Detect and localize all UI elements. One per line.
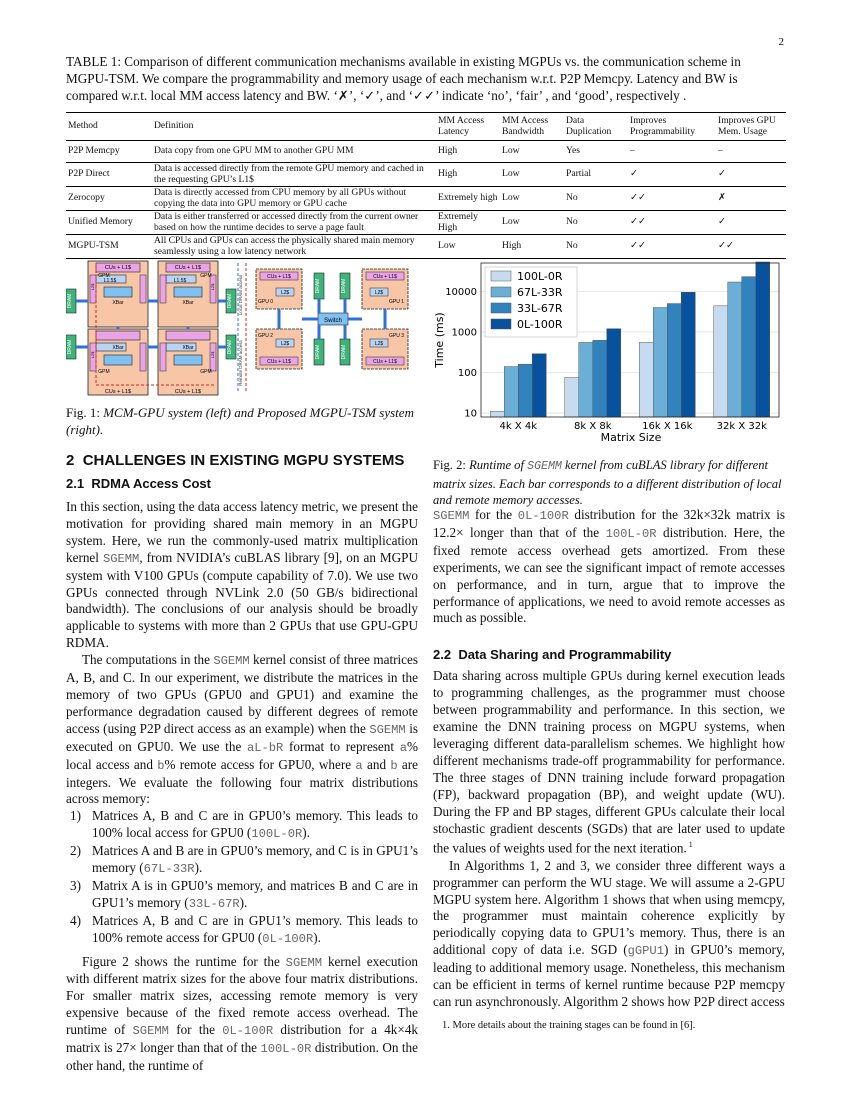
table-cell: No [566, 192, 578, 204]
table-cell: Data copy from one GPU MM to another GPU MM [154, 145, 354, 157]
text: In this section, using the data access latency metric, we present the motivation for providing shared main memory in an MGPU system. Here, we run the commonly-used matrix multiplication kernel [66, 499, 418, 565]
code: 100L-0R [605, 526, 657, 541]
page-number: 2 [778, 36, 784, 48]
dram-label: DRAM [341, 278, 347, 294]
table-header-row [66, 113, 786, 141]
table-cell: Low [502, 216, 520, 228]
subsection-heading [66, 476, 418, 491]
code: 100L-0R [260, 1042, 312, 1057]
subsection-title: Data Sharing and Programmability [458, 647, 672, 663]
text: Data sharing across multiple GPUs during kernel execution leads to programming challenges, as the programmer must choose between programmability and performance. In this section, we examine the DNN training process on MGPU systems, when leveraging different data-parallelism schemes. We highlight how different mechanisms trade-off programmability for performance. The three stages of DNN training include forward propagation (FP), backward propagation (BP), and weight update (WU). During the FP and BP stages, different GPUs calculate their local stochastic gradient descents (SGDs) that are later used to update the values of weights used for the next iteration. [433, 668, 785, 856]
xbar-label: XBar [112, 345, 124, 351]
chart-bar [593, 340, 607, 417]
chart-bar [756, 262, 770, 417]
list-item [70, 843, 418, 878]
paragraph [66, 954, 418, 1075]
cus-label: CUs + L1$ [104, 389, 132, 395]
table-cell: High [438, 145, 458, 157]
table-cell: Low [438, 240, 456, 252]
chart-y-axis-label: Time (ms) [433, 312, 446, 368]
text: distribution. On the other hand, the runtime of [66, 1040, 419, 1073]
table-cell: Data is directly accessed from CPU memory by all GPUs without copying the data into GPU memory or GPU cache [154, 187, 407, 209]
code: 100L-0R [251, 827, 303, 842]
local-access-label: Local DRAM access [238, 274, 243, 316]
text: ). [239, 894, 248, 910]
cus-label: CUs + L1$ [267, 359, 291, 365]
table-cell: P2P Memcpy [68, 145, 120, 157]
chart-y-tick-label: 10000 [445, 286, 477, 298]
dram-label: DRAM [67, 339, 73, 355]
code: gGPU1 [627, 944, 664, 959]
list-number: 2) [70, 843, 81, 859]
table-cell: ✓ [630, 168, 639, 180]
code: SGEMM [102, 551, 140, 566]
chart-legend-swatch [491, 319, 511, 329]
code: 33L-67R [188, 896, 240, 911]
comparison-table [66, 112, 786, 259]
table-cell: Yes [566, 145, 580, 157]
xbar-label: XBar [112, 300, 124, 306]
list-item [70, 808, 418, 843]
figure-1-text: MCM-GPU system (left) and Proposed MGPU-TSM system (right). [66, 405, 414, 437]
paragraph [433, 507, 785, 627]
table-cell: All CPUs and GPUs can access the physically shared main memory seamlessly using a low latency network [154, 235, 415, 257]
subsection-heading [433, 647, 785, 662]
footnote: 1. More details about the training stages can be found in [6]. [442, 1020, 696, 1031]
l2-label: L2$ [374, 341, 384, 347]
chart-x-tick-label: 8k X 8k [573, 421, 612, 432]
chart-y-tick-label: 1000 [451, 327, 477, 339]
l2-label: L2$ [374, 290, 384, 296]
table-cell: – [718, 145, 723, 157]
l2-label: L2$ [90, 283, 95, 291]
dram-label: DRAM [227, 339, 233, 355]
code: a [399, 740, 407, 755]
text: ). [313, 929, 321, 945]
gpu-label: GPU 1 [389, 299, 405, 305]
table-caption: TABLE 1: Comparison of different communication mechanisms available in existing MGPUs vs. the communication scheme in MGPU-TSM. We compare the programmability and memory usage of each mechanism w.r.t. P2P Memcpy. Latency and BW is compared w.r.t. local MM access latency and BW. ‘✗’, ‘✓’, and ‘✓✓’ indicate ‘no’, ‘fair’ , and ‘good’, respectively . [66, 54, 741, 103]
cus-label: CUs + L1$ [373, 359, 397, 365]
chart-bar [504, 367, 518, 417]
text: is executed on GPU0. We use the [66, 720, 419, 754]
mgpu-architecture-diagram [66, 255, 418, 401]
text: format to represent [289, 738, 395, 754]
paragraph [66, 652, 418, 808]
chart-legend-label: 0L-100R [517, 318, 563, 331]
xbar-label: XBar [182, 345, 194, 351]
section-title: CHALLENGES IN EXISTING MGPU SYSTEMS [82, 452, 405, 469]
cus-label: CUs + L1$ [104, 265, 132, 271]
code: aL-bR [246, 740, 284, 755]
text: kernel consist of three matrices A, B, and C. In our experiment, we distribute the matrices in the memory of two GPUs (GPU0 and GPU1) and examine the performance degradation caused by different degrees of remote access (using P2P direct access as an example) when the [66, 652, 419, 736]
chart-bar [532, 354, 546, 417]
paragraph [66, 499, 418, 652]
xbar-label: XBar [182, 300, 194, 306]
table-cell: No [566, 216, 578, 228]
table-cell: Zerocopy [68, 192, 105, 204]
text: ). [302, 825, 310, 841]
table-cell: Low [502, 168, 520, 180]
table-header-cell: MM Access Bandwidth [502, 115, 549, 137]
subsection-number: 2.1 [66, 476, 85, 491]
table-cell: ✓✓ [630, 240, 647, 252]
l2-label: L2$ [210, 283, 215, 291]
table-cell: ✓ [718, 168, 727, 180]
section-heading [66, 452, 404, 469]
gpu-label: GPU 3 [389, 333, 405, 339]
paragraph [433, 858, 785, 1011]
list-number: 1) [70, 808, 81, 824]
section-number: 2 [66, 452, 75, 469]
table-cell: ✓ [718, 216, 727, 228]
table-header-cell: Definition [154, 120, 194, 132]
gpu-label: GPU 2 [258, 333, 274, 339]
table-cell: Unified Memory [68, 216, 133, 228]
chart-bar [639, 342, 653, 417]
l2-label: L2$ [280, 290, 290, 296]
cus-label: CUs + L1$ [174, 265, 202, 271]
chart-legend-label: 67L-33R [517, 286, 563, 299]
table-row [66, 141, 786, 163]
l2-label: L2$ [280, 341, 290, 347]
text: Figure 2 shows the runtime for the [82, 953, 280, 969]
text: In Algorithms 1, 2 and 3, we consider three different ways a programmer can perform the WU stage. We will assume a 2-GPU MGPU system here. Algorithm 1 shows that when using memcpy, the programmer must maintain coherence explicitly by periodically copying data to GPU1’s memory. Thus, there is an additional copy of data i.e. SGD ( [433, 857, 785, 958]
text: distribution for a 4k×4k matrix is 27× longer than that of the [66, 1022, 419, 1056]
runtime-bar-chart [433, 255, 785, 455]
text: distribution. Here, the fixed remote access overhead gets amortized. From these experiments, we can see the significant impact of remote accesses on performance, and in turn, argue that to improve the performance of applications, we need to avoid remote accesses as much as possible. [433, 524, 786, 626]
code: 67L-33R [143, 862, 195, 877]
text: for the [475, 507, 513, 522]
table-cell: Low [502, 192, 520, 204]
l15-label: L1.5$ [103, 278, 117, 284]
body-text [433, 668, 785, 1011]
code: SGEMM [285, 955, 323, 970]
body-text [66, 499, 418, 1075]
chart-legend-label: 33L-67R [517, 302, 563, 315]
chart-legend-swatch [491, 303, 511, 313]
chart-y-tick-label: 10 [464, 408, 477, 420]
left-column [66, 476, 418, 1075]
chart-legend-label: 100L-0R [517, 270, 563, 283]
table-header-cell: MM Access Latency [438, 115, 485, 137]
switch-label: Switch [324, 318, 342, 324]
dram-label: DRAM [315, 278, 321, 294]
table-cell: Data is either transferred or accessed directly from the current owner based on how the runtime decides to serve a page fault [154, 211, 419, 233]
figure-2-label: Fig. 2: [433, 458, 466, 472]
table-cell: Extremely High [438, 211, 478, 233]
code: 0L-100R [222, 1024, 274, 1039]
table-cell: ✓✓ [718, 240, 735, 252]
text: % remote access for GPU0, where [164, 756, 352, 772]
text: Matrices A and B are in GPU0’s memory, and C is in GPU1’s memory ( [92, 843, 418, 876]
l2-label: L2$ [90, 351, 95, 359]
chart-x-tick-label: 16k X 16k [642, 421, 693, 432]
dram-label: DRAM [315, 344, 321, 360]
code: 0L-100R [517, 509, 569, 523]
table-cell: ✓✓ [630, 192, 647, 204]
list-number: 3) [70, 877, 81, 893]
text: , from NVIDIA’s cuBLAS library [9], on an MGPU system with V100 GPUs (compute capability of 7.0). We use two GPUs connected through NVLink 2.0 (50 GB/s bidirectional bandwidth). The conclusions of our analysis should be broadly applicable to systems with more than 2 GPUs that use GPU-GPU RDMA. [66, 549, 418, 651]
text: ). [194, 860, 203, 876]
table-row [66, 163, 786, 187]
code: SGEMM [369, 722, 406, 737]
chart-bar [579, 342, 593, 417]
table-cell: Low [502, 145, 520, 157]
chart-bar [728, 282, 742, 417]
chart-x-tick-label: 32k X 32k [716, 421, 767, 432]
remote-access-label: Remote DRAM access [238, 340, 243, 386]
l15-label: L1.5$ [173, 278, 187, 284]
table-header-cell: Data Duplication [566, 115, 612, 137]
table-header-cell: Improves Programmability [630, 115, 696, 137]
dram-label: DRAM [341, 344, 347, 360]
code: SGEMM [213, 654, 250, 669]
chart-x-tick-label: 4k X 4k [499, 421, 538, 432]
distribution-list [66, 808, 418, 947]
table-cell: – [630, 145, 635, 157]
gpu-label: GPU 0 [258, 299, 274, 305]
text: Matrices A, B and C are in GPU1’s memory. This leads to 100% remote access for GPU0 ( [92, 912, 418, 945]
figure-1-label: Fig. 1: [66, 405, 100, 420]
table-row [66, 211, 786, 235]
body-text [433, 507, 785, 627]
list-item [70, 912, 418, 948]
text: The computations in the [82, 652, 210, 668]
cus-label: CUs + L1$ [174, 389, 202, 395]
gpm-label: GPM [200, 273, 212, 279]
gpm-label: GPM [98, 369, 110, 375]
dram-label: DRAM [227, 293, 233, 309]
chart-x-axis-label: Matrix Size [600, 431, 662, 444]
table-cell: ✓✓ [630, 216, 647, 228]
code: SGEMM [433, 509, 470, 523]
text: for the [176, 1022, 215, 1038]
table-cell: MGPU-TSM [68, 240, 119, 252]
table-header-cell: Improves GPU Mem. Usage [718, 115, 776, 137]
text: % local access and [66, 738, 418, 772]
figure-2-code: SGEMM [527, 460, 562, 473]
chart-bar [565, 378, 579, 417]
figure-2-caption [433, 457, 785, 509]
table-cell: ✗ [718, 192, 727, 204]
chart-bar [607, 329, 621, 417]
footnote-marker: 1 [688, 840, 693, 850]
chart-bar [742, 277, 756, 417]
chart-bar [667, 304, 681, 417]
chart-bar [681, 292, 695, 417]
gpm-label: GPM [98, 273, 110, 279]
chart-bar [714, 306, 728, 417]
paragraph [433, 668, 785, 857]
cus-label: CUs + L1$ [373, 274, 397, 280]
figure-1-caption [66, 404, 418, 438]
chart-bar [490, 411, 504, 417]
l2-label: L2$ [210, 351, 215, 359]
text: Matrices A, B and C are in GPU0’s memory. This leads to 100% local access for GPU0 ( [92, 808, 418, 841]
dram-label: DRAM [67, 293, 73, 309]
table-cell: Extremely high [438, 192, 498, 204]
figure-2-pre: Runtime of [469, 458, 524, 472]
table-header-cell: Method [68, 120, 98, 132]
code: 0L-100R [262, 931, 314, 946]
table-row [66, 187, 786, 211]
list-item [70, 877, 418, 913]
code: a [355, 758, 363, 773]
chart-bar [653, 308, 667, 417]
table-cell: Data is accessed directly from the remote GPU memory and cached in the requesting GPU’s L1$ [154, 163, 424, 185]
text: and [367, 756, 387, 772]
cus-label: CUs + L1$ [267, 274, 291, 280]
chart-bar [518, 364, 532, 417]
chart-y-tick-label: 100 [457, 367, 477, 379]
chart-legend-swatch [491, 271, 511, 281]
table-cell: High [438, 168, 458, 180]
code: SGEMM [132, 1024, 169, 1039]
subsection-title: RDMA Access Cost [91, 476, 211, 491]
text: ) in GPU0’s memory, leading to additional memory usage. Nonetheless, this mechanism can be efficient in terms of kernel runtime because P2P memcpy can run asynchronously. Algorithm 2 shows how P2P direct access [433, 942, 785, 1009]
figure-2-post: kernel from cuBLAS library for different matrix sizes. Each bar corresponds to a different distribution of local and remote memory accesses. [433, 458, 782, 507]
chart-legend-swatch [491, 287, 511, 297]
table-cell: Partial [566, 168, 592, 180]
table-cell: No [566, 240, 578, 252]
gpm-label: GPM [200, 369, 212, 375]
right-column [433, 507, 785, 1011]
subsection-number: 2.2 [433, 647, 452, 663]
text: Matrix A is in GPU0’s memory, and matrices B and C are in GPU1’s memory ( [92, 877, 418, 910]
table-cell: High [502, 240, 522, 252]
table-cell: P2P Direct [68, 168, 110, 180]
list-number: 4) [70, 912, 81, 928]
text: distribution for the 32k×32k matrix is 12.2× longer than that of the [433, 507, 786, 540]
code: b [157, 758, 165, 773]
code: b [390, 758, 398, 773]
text: are integers. We evaluate the following four matrix distributions across memory: [66, 756, 419, 807]
text: kernel execution with different matrix sizes for the above four matrix distributions. For smaller matrix sizes, accessing remote memory is very expensive because of the fixed remote access overhead. The runtime of [66, 953, 419, 1038]
